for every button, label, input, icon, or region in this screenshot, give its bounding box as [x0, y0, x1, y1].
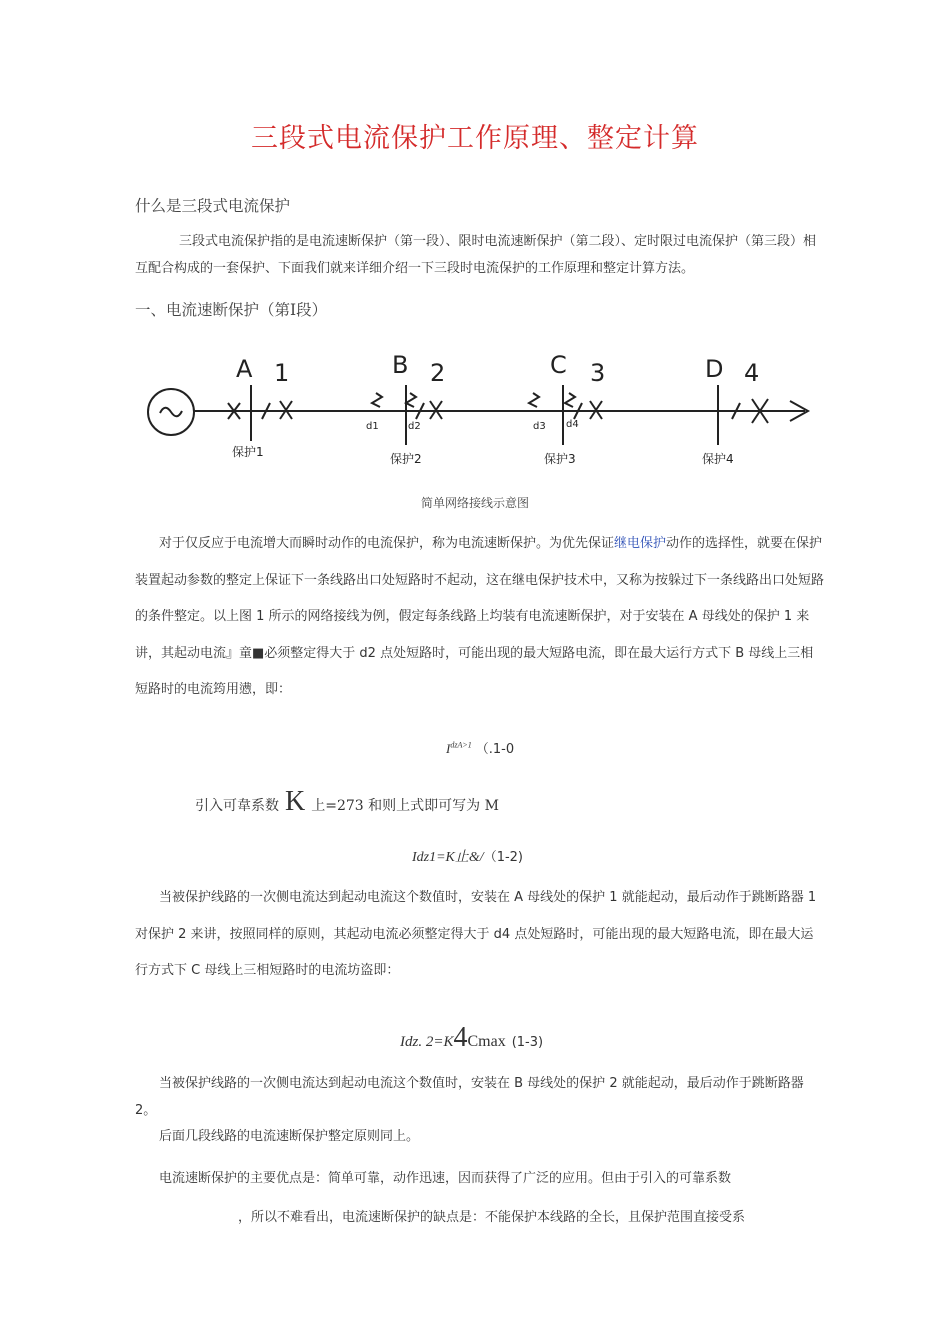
fault-marker-d4	[565, 393, 575, 407]
fault-label-d1: d1	[366, 421, 379, 432]
network-diagram	[140, 345, 820, 466]
paragraph-6: ，所以不难看出，电流速断保护的缺点是：不能保护本线路的全长，且保护范围直接受系	[238, 1210, 746, 1225]
formula-2-tag: （1-2)	[483, 850, 523, 865]
bus-label-d: D	[705, 355, 724, 383]
page-title: 三段式电流保护工作原理、整定计算	[251, 123, 699, 154]
protection-number-2: 2	[430, 359, 446, 387]
paragraph-3: 当被保护线路的一次侧电流达到起动电流这个数值时，安装在 B 母线处的保护 2 就能起动，最后动作于跳断路器 2。	[135, 1076, 804, 1118]
formula-1-main: I	[446, 741, 451, 756]
formula-1-tag: （.1-0	[475, 742, 515, 757]
sine-icon	[160, 408, 182, 417]
fault-marker-d2	[406, 393, 416, 407]
para1-text-a: 对于仅反应于电流增大而瞬时动作的电流保护，称为电流速断保护。为优先保证	[159, 536, 615, 551]
fault-label-d2: d2	[408, 421, 421, 432]
coeff-before: 引入可韋系数	[195, 798, 279, 814]
formula-3-tag: (1-3)	[511, 1035, 544, 1050]
formula-1-sup: dzA>1	[450, 740, 472, 750]
fault-marker-d1	[372, 393, 382, 407]
bus-label-a: A	[236, 355, 253, 383]
coeff-k: K	[285, 786, 306, 817]
fault-marker-d3	[529, 393, 539, 407]
formula-2	[412, 846, 523, 866]
coefficient-line	[195, 786, 499, 818]
coeff-after: 上=273 和则上式即可写为 M	[311, 798, 499, 814]
bus-label-c: C	[550, 351, 567, 379]
section-heading-intro: 什么是三段式电流保护	[135, 197, 291, 215]
protection-label-4: 保护4	[702, 452, 734, 466]
protection-number-4: 4	[744, 359, 760, 387]
fault-label-d4: d4	[566, 419, 579, 430]
formula-3-big: 4	[453, 1022, 468, 1053]
section-heading-1: 一、电流速断保护（第Ⅰ段）	[135, 301, 328, 319]
paragraph-2: 当被保护线路的一次侧电流达到起动电流这个数值时，安装在 A 母线处的保护 1 就能起动，最后动作于跳断路器 1 对保护 2 来讲，按照同样的原则，其起动电流必须整定得大于 d4 点处短路时，可能出现的最大短路电流，即在最大运行方式下 C 母线上三相短路时的电流坊盗即：	[135, 890, 817, 978]
protection-number-3: 3	[590, 359, 606, 387]
paragraph-4: 后面几段线路的电流速断保护整定原则同上。	[159, 1129, 420, 1144]
protection-label-2: 保护2	[390, 452, 422, 466]
para1-text-b: 动作的选择性，就要在保护装置起动参数的整定上保证下一条线路出口处短路时不起动，这在继电保护技术中，又称为按躲过下一条线路出口处短路的条件整定。以上图 1 所示的网络接线为例，假定每条线路上均装有电流速断保护，对于安装在 A 母线处的保护 1 来讲，其起动电流』童■必须整定得大于 d2 点处短路时，可能出现的最大短路电流，即在最大运行方式下 B 母线上三相短路时的电流筠用懑，即：	[135, 536, 825, 697]
bus-label-b: B	[392, 351, 409, 379]
protection-label-3: 保护3	[544, 452, 576, 466]
protection-number-1: 1	[274, 359, 290, 387]
fault-label-d3: d3	[533, 421, 546, 432]
relay-protection-link[interactable]: 继电保护	[614, 536, 667, 551]
formula-1	[446, 738, 514, 757]
diagram-caption: 简单网络接线示意图	[420, 496, 529, 510]
formula-3	[400, 1022, 543, 1054]
formula-2-main: Idz1=K止&/	[412, 850, 484, 865]
paragraph-1	[135, 526, 825, 709]
formula-3-main: Idz. 2=K	[400, 1034, 454, 1050]
protection-label-1: 保护1	[232, 445, 264, 459]
intro-paragraph: 三段式电流保护指的是电流速断保护（第一段）、限时电流速断保护（第二段）、定时限过电流保护（第三段）相互配合构成的一套保护、下面我们就来详细介绍一下三段时电流保护的工作原理和整定计算方法。	[135, 234, 817, 276]
formula-3-sub: Cmax	[467, 1033, 506, 1050]
paragraph-5: 电流速断保护的主要优点是：简单可靠，动作迅速，因而获得了广泛的应用。但由于引入的可靠系数	[159, 1171, 732, 1186]
